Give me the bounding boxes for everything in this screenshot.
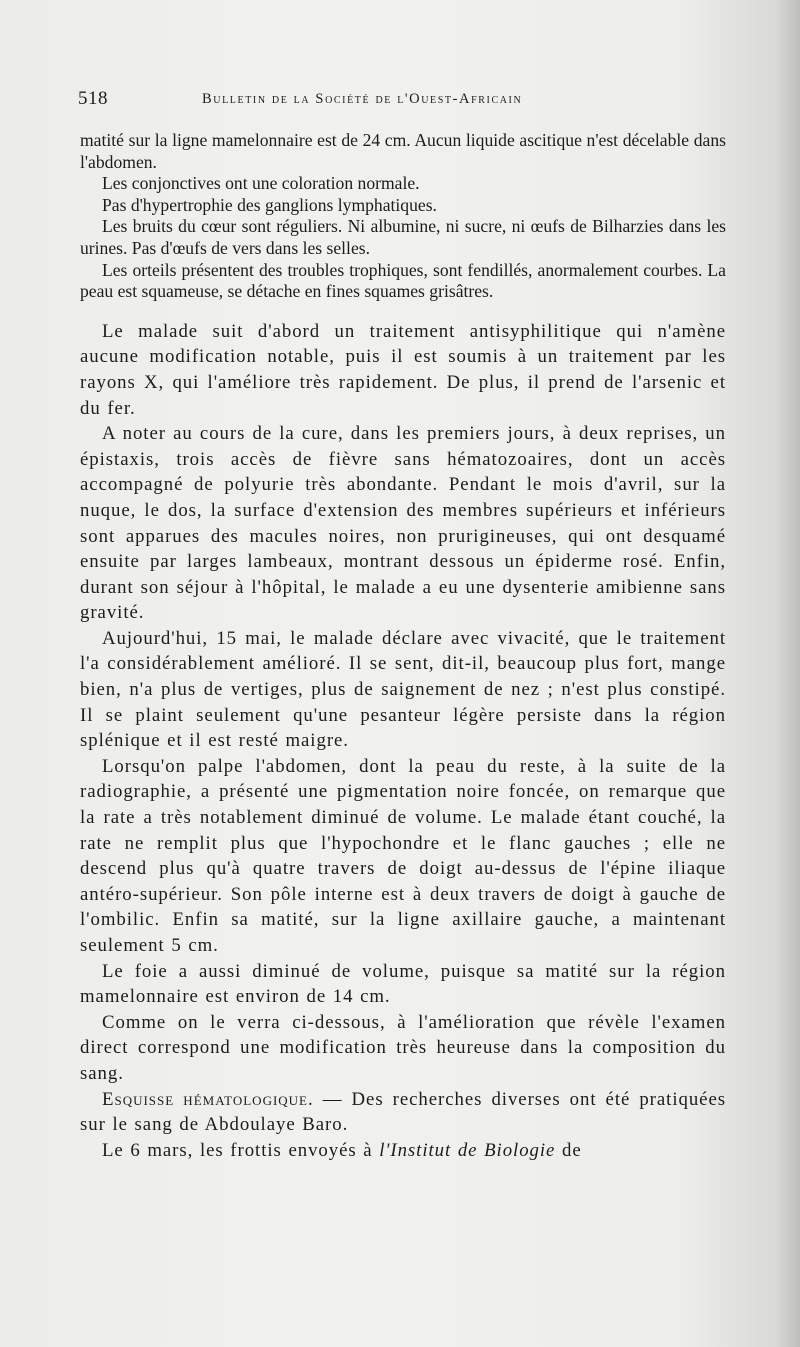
- paragraph: Le malade suit d'abord un traitement antisyphilitique qui n'amène aucune modification notable, puis il est soumis à un traitement par les rayons X, qui l'améliore très rapidement. De plus, il prend de l'arsenic et du fer.: [80, 320, 726, 419]
- running-title: Bulletin de la Société de l'Ouest-Africain: [202, 91, 523, 107]
- esquisse-text: — Des recherches diverses ont été pratiquées sur le sang de Abdoulaye Baro.: [80, 1088, 727, 1136]
- institute-name: l'Institut de Biologie: [379, 1139, 556, 1161]
- last-line: [80, 1138, 726, 1164]
- last-line-end: de: [555, 1139, 582, 1161]
- paragraph: A noter au cours de la cure, dans les premiers jours, à deux reprises, un épistaxis, trois accès de fièvre sans hématozoaires, dont un accès accompagné de polyurie très abondante. Pendant le mois d'avril, sur la nuque, le dos, la surface d'extension des membres supérieurs et inférieurs sont apparues des macules noires, non prurigineuses, qui ont desquamé ensuite par larges lambeaux, montrant dessous un épiderme rosé. Enfin, durant son séjour à l'hôpital, le malade a eu une dysenterie amibienne sans gravité.: [80, 423, 726, 624]
- paragraph: Les conjonctives ont une coloration normale.: [102, 173, 420, 194]
- paragraph: Les bruits du cœur sont réguliers. Ni albumine, ni sucre, ni œufs de Bilharzies dans les urines. Pas d'œufs de vers dans les selles.: [80, 216, 726, 258]
- paragraph: Comme on le verra ci-dessous, à l'amélioration que révèle l'examen direct correspond une modification très heureuse dans la composition du sang.: [80, 1011, 726, 1084]
- last-line-start: Le 6 mars, les frottis envoyés à: [102, 1139, 380, 1161]
- page-header: [78, 88, 718, 114]
- paragraph: Les orteils présentent des troubles trophiques, sont fendillés, anormalement courbes. La peau est squameuse, se détache en fines squames grisâtres.: [80, 259, 726, 302]
- section-heading: Esquisse hématologique.: [102, 1088, 314, 1110]
- paragraph: Pas d'hypertrophie des ganglions lymphatiques.: [102, 194, 437, 215]
- paragraph: Aujourd'hui, 15 mai, le malade déclare avec vivacité, que le traitement l'a considérablement amélioré. Il se sent, dit-il, beaucoup plus fort, mange bien, n'a plus de vertiges, plus de saignement de nez ; n'est plus constipé. Il se plaint seulement qu'une pesanteur légère persiste dans la région splénique et il est resté maigre.: [80, 627, 726, 752]
- esquisse-paragraph: [80, 1087, 726, 1138]
- body-text: [80, 130, 726, 1163]
- page-number: 518: [78, 88, 108, 109]
- paragraph: Lorsqu'on palpe l'abdomen, dont la peau du reste, à la suite de la radiographie, a présenté une pigmentation noire foncée, on remarque que la rate a très notablement diminué de volume. Le malade étant couché, la rate ne remplit plus que l'hypochondre et le flanc gauches ; elle ne descend plus qu'à quatre travers de doigt au-dessus de l'épine iliaque antéro-supérieur. Son pôle interne est à deux travers de doigt à gauche de l'ombilic. Enfin sa matité, sur la ligne axillaire gauche, a maintenant seulement 5 cm.: [80, 755, 726, 956]
- paragraph: matité sur la ligne mamelonnaire est de 24 cm. Aucun liquide ascitique n'est décelable dans l'abdomen.: [80, 130, 726, 172]
- treatment-block: [80, 319, 726, 1164]
- paragraph: Le foie a aussi diminué de volume, puisque sa matité sur la région mamelonnaire est environ de 14 cm.: [80, 960, 726, 1008]
- clinical-findings-block: [80, 130, 726, 303]
